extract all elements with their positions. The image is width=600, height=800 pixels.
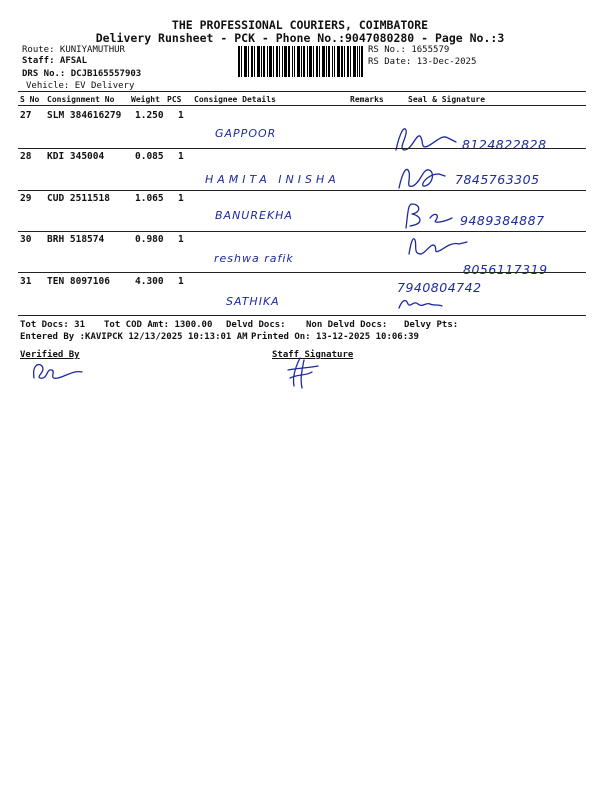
row-phone-handwritten: 8056117319 — [463, 262, 548, 277]
printed-on: Printed On: 13-12-2025 10:06:39 — [251, 332, 419, 342]
row-weight: 1.065 — [135, 193, 164, 204]
row-phone-handwritten: 7845763305 — [455, 172, 540, 187]
row-phone-handwritten: 7940804742 — [397, 280, 482, 295]
row-pcs: 1 — [178, 234, 184, 245]
row-separator — [18, 148, 586, 149]
row-separator — [18, 190, 586, 191]
vehicle-label: Vehicle: EV Delivery — [26, 81, 135, 91]
header-rule-bottom — [18, 105, 586, 106]
barcode-image — [238, 46, 363, 77]
row-weight: 0.980 — [135, 234, 164, 245]
col-weight: Weight — [131, 95, 160, 104]
col-pcs: PCS — [167, 95, 182, 104]
row-consignment: KDI 345004 — [47, 151, 105, 162]
row-weight: 4.300 — [135, 276, 164, 287]
verified-by-signature — [26, 358, 86, 384]
row-separator — [18, 231, 586, 232]
row-weight: 1.250 — [135, 110, 164, 121]
row-consignment: TEN 8097106 — [47, 276, 110, 287]
delivery-points: Delvy Pts: — [404, 320, 459, 330]
row-phone-handwritten: 8124822828 — [462, 137, 547, 152]
row-signature — [396, 294, 444, 312]
staff-signature-mark — [282, 356, 326, 390]
row-signature — [400, 198, 458, 232]
row-consignee-handwritten: GAPPOOR — [215, 127, 277, 140]
col-consignment: Consignment No — [47, 95, 115, 104]
total-cod-amount: Tot COD Amt: 1300.00 — [104, 320, 213, 330]
row-consignment: CUD 2511518 — [47, 193, 110, 204]
row-consignee-handwritten: BANUREKHA — [215, 209, 293, 222]
row-consignee-handwritten: reshwa rafik — [214, 252, 294, 265]
row-phone-handwritten: 9489384887 — [460, 213, 545, 228]
row-pcs: 1 — [178, 276, 184, 287]
rs-date: RS Date: 13-Dec-2025 — [368, 57, 477, 67]
header-rule-top — [18, 91, 586, 92]
delivered-docs: Delvd Docs: — [226, 320, 286, 330]
row-consignee-handwritten: SATHIKA — [226, 295, 280, 308]
row-sno: 30 — [20, 234, 32, 245]
row-pcs: 1 — [178, 110, 184, 121]
row-weight: 0.085 — [135, 151, 164, 162]
row-signature — [395, 160, 450, 194]
col-consignee: Consignee Details — [194, 95, 276, 104]
row-consignment: SLM 384616279 — [47, 110, 122, 121]
row-sno: 29 — [20, 193, 32, 204]
row-consignment: BRH 518574 — [47, 234, 105, 245]
staff-label: Staff: AFSAL — [22, 56, 88, 66]
col-seal-signature: Seal & Signature — [408, 95, 486, 104]
row-sno: 27 — [20, 110, 32, 121]
row-sno: 31 — [20, 276, 32, 287]
company-name: THE PROFESSIONAL COURIERS, COIMBATORE — [171, 18, 429, 32]
col-sno: S No — [20, 95, 40, 104]
row-sno: 28 — [20, 151, 32, 162]
col-remarks: Remarks — [350, 95, 384, 104]
row-pcs: 1 — [178, 151, 184, 162]
drs-number: DRS No.: DCJB165557903 — [22, 69, 142, 79]
row-consignee-handwritten: HAMITA INISHA — [205, 173, 340, 186]
row-pcs: 1 — [178, 193, 184, 204]
non-delivered-docs: Non Delvd Docs: — [306, 320, 388, 330]
row-separator — [18, 272, 586, 273]
staff-signature-label: Staff Signature — [272, 350, 354, 360]
route-label: Route: KUNIYAMUTHUR — [22, 45, 125, 55]
table-bottom-rule — [18, 315, 586, 316]
total-docs: Tot Docs: 31 — [20, 320, 86, 330]
row-signature — [390, 120, 460, 158]
entered-by: Entered By :KAVIPCK 12/13/2025 10:13:01 AM — [20, 332, 248, 342]
runsheet-title: Delivery Runsheet - PCK - Phone No.:9047080280 - Page No.:3 — [95, 31, 505, 45]
row-signature — [405, 232, 470, 262]
rs-number: RS No.: 1655579 — [368, 45, 450, 55]
verified-by-label: Verified By — [20, 350, 80, 360]
